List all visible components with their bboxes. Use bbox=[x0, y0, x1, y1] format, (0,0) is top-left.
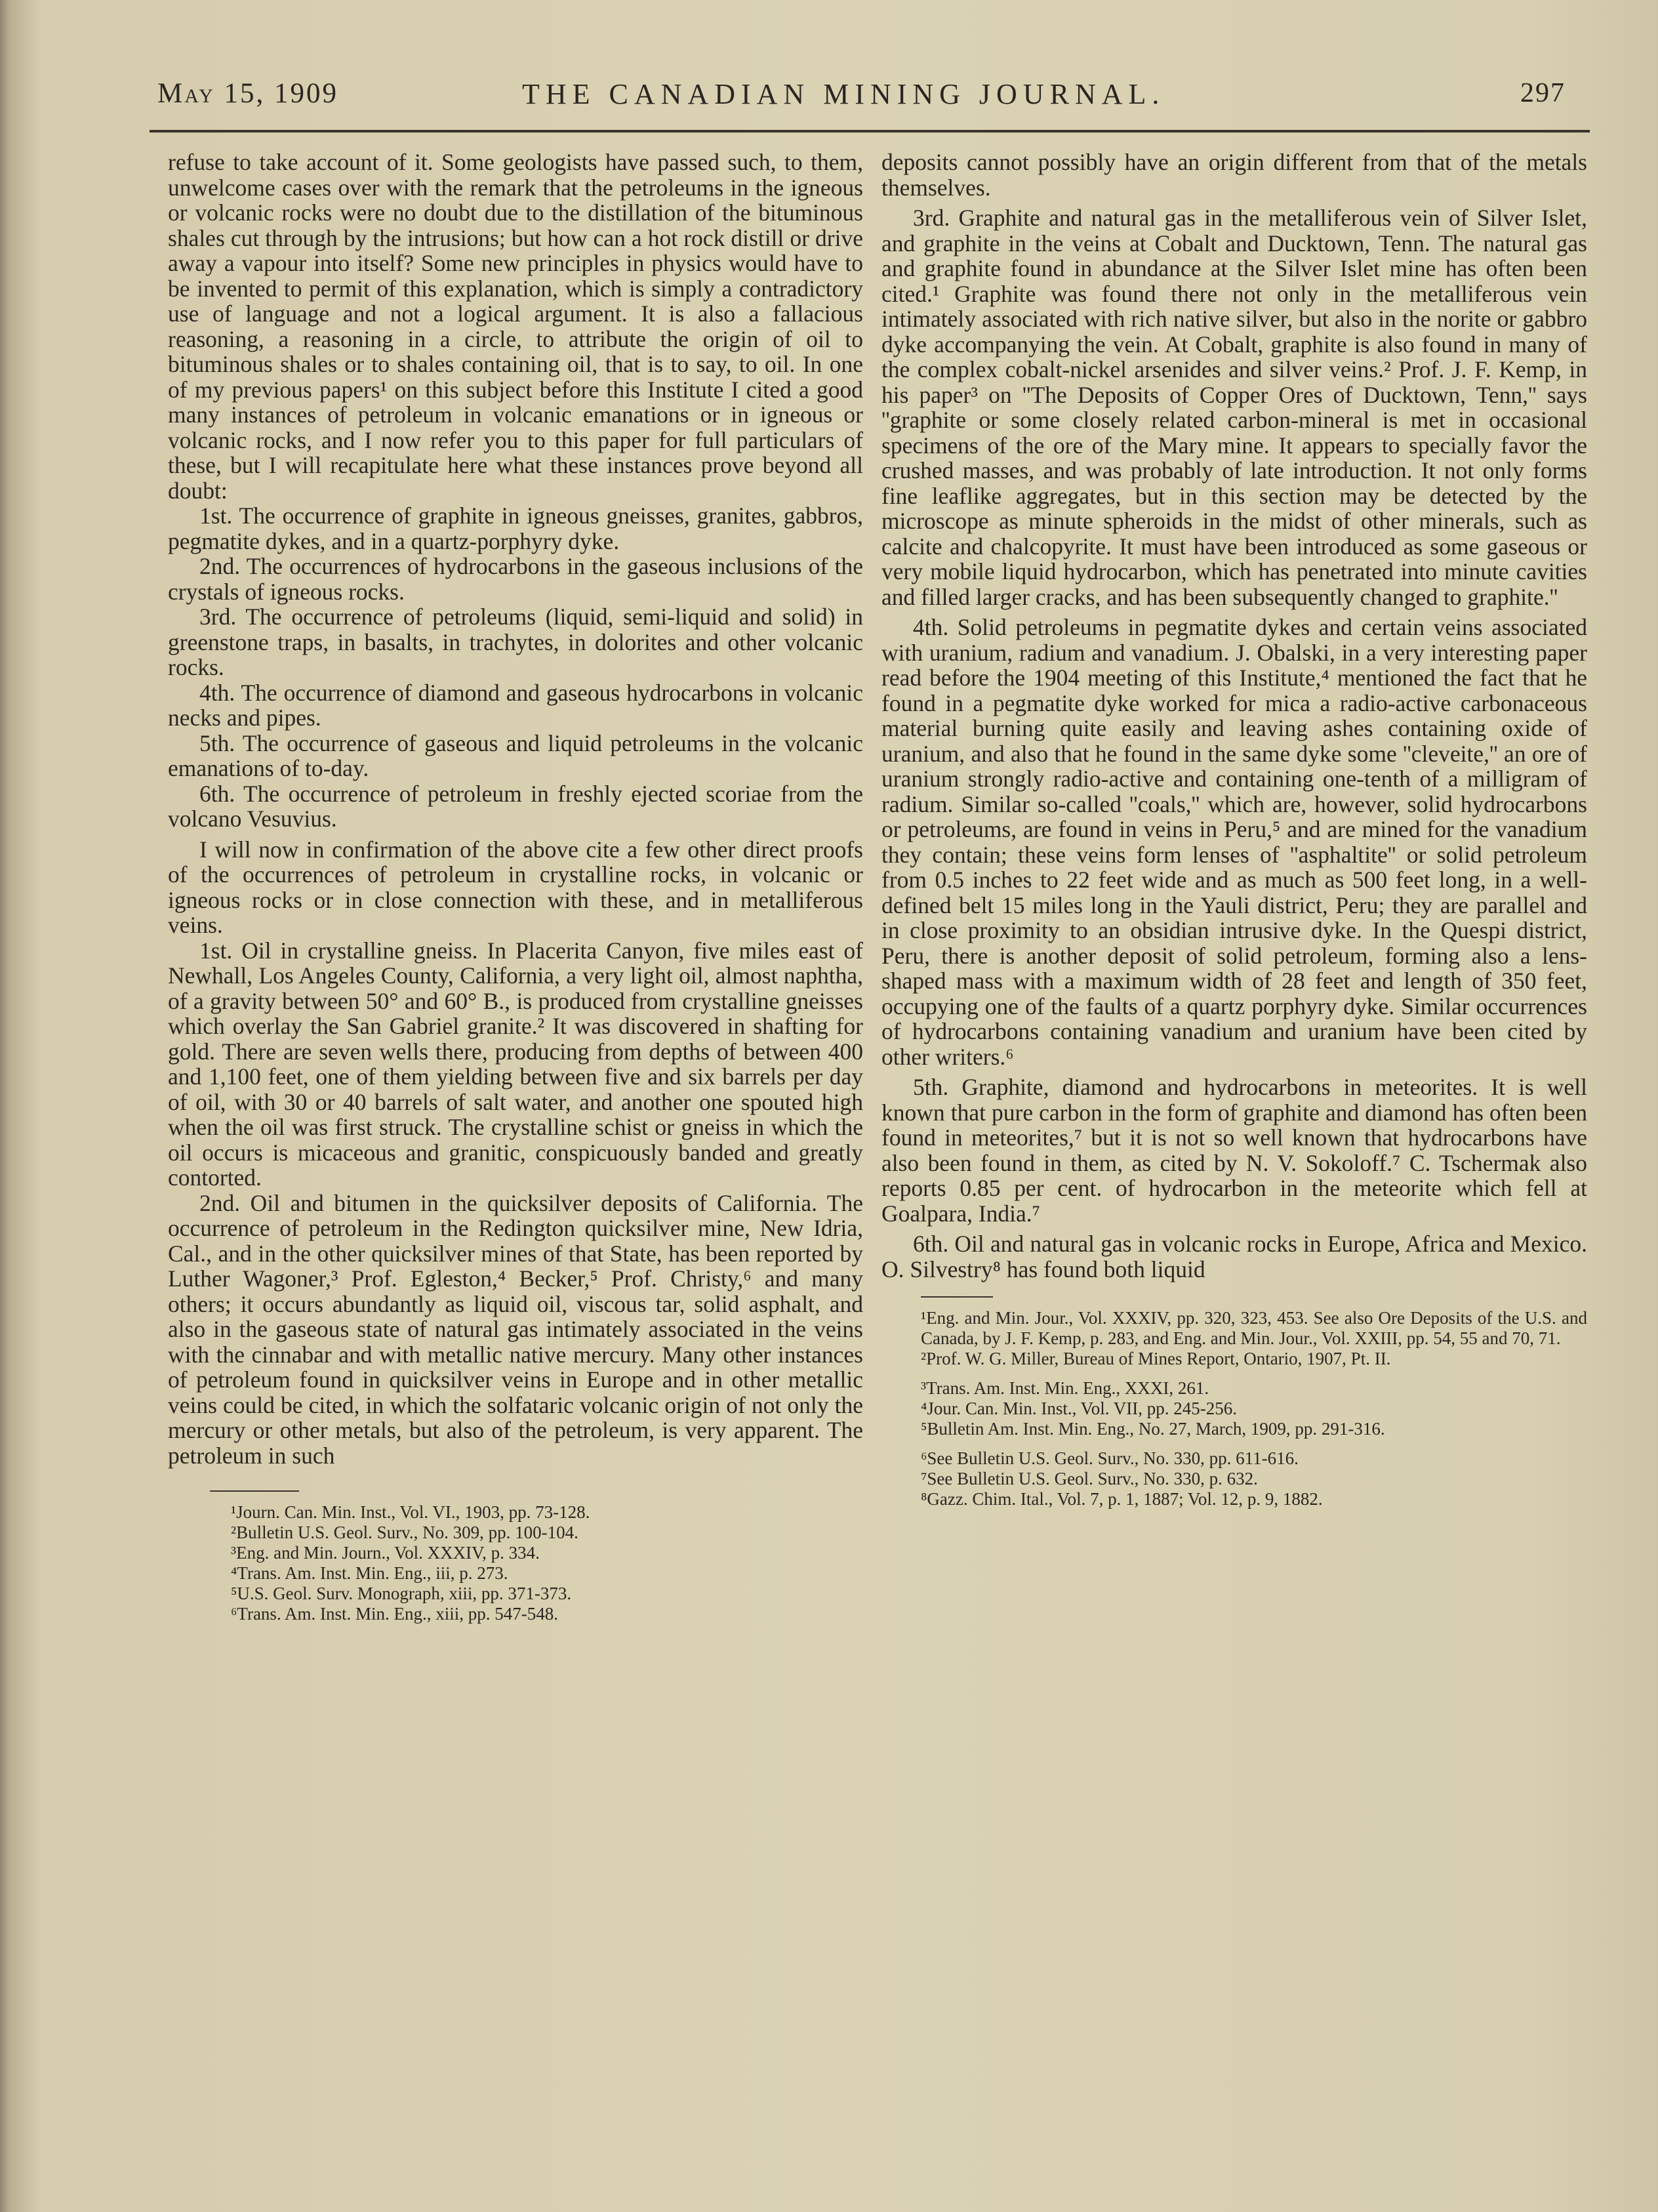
page-number: 297 bbox=[1520, 78, 1566, 108]
footnote: ⁶Trans. Am. Inst. Min. Eng., xiii, pp. 547-548. bbox=[231, 1604, 558, 1624]
footnote: ¹Journ. Can. Min. Inst., Vol. VI., 1903, pp. 73-128. bbox=[231, 1502, 590, 1522]
issue-date: May 15, 1909 bbox=[157, 78, 339, 109]
footnote: ⁷See Bulletin U.S. Geol. Surv., No. 330, p. 632. bbox=[921, 1469, 1258, 1488]
paragraph: 4th. Solid petroleums in pegmatite dykes and certain veins associated with uranium, radium and vanadium. J. Obalski, in a very interesting paper read before the 1904 meeting of this Institute,⁴ mentioned the fact that he found in a pegmatite dyke worked for mica a radio-active carbonaceous material burning quite easily and leaving ashes containing oxide of uranium, and also that he found in the same dyke some ''cleveite,'' an ore of uranium strongly radio-active and containing one-tenth of a milligram of radium. Similar so-called ''coals,'' which are, however, solid hydrocarbons or petroleums, are found in veins in Peru,⁵ and are mined for the vanadium they contain; these veins form lenses of ''asphaltite'' or solid petroleum from 0.5 inches to 22 feet wide and as much as 500 feet long, in a well-defined belt 15 miles long in the Yauli district, Peru; they are parallel and in close proximity to an obsidian intrusive dyke. In the Quespi district, Peru, there is another deposit of solid petroleum, forming also a lens-shaped mass with a maximum width of 28 feet and length of 350 feet, occupying one of the faults of a quartz porphyry dyke. Similar occurrences of hydrocarbons containing vanadium and uranium have been cited by other writers.⁶ bbox=[881, 614, 1587, 1070]
paragraph: 3rd. Graphite and natural gas in the metalliferous vein of Silver Islet, and graphite in the veins at Cobalt and Ducktown, Tenn. The natural gas and graphite found in abundance at the Silver Islet mine has often been cited.¹ Graphite was found there not only in the metalliferous vein intimately associated with rich native silver, but also in the norite or gabbro dyke accompanying the vein. At Cobalt, graphite is also found in many of the complex cobalt-nickel arsenides and silver veins.² Prof. J. F. Kemp, in his paper³ on ''The Deposits of Copper Ores of Ducktown, Tenn,'' says ''graphite or some closely related carbon-mineral is met in occasional specimens of the ore of the Mary mine. It appears to specially favor the crushed masses, and was probably of late introduction. It not only forms fine leaflike aggregates, but in this section may be detected by the microscope as minute spheroids in the midst of other minerals, such as calcite and chalcopyrite. It must have been introduced as some gaseous or very mobile liquid hydrocarbon, which has penetrated into minute cavities and filled larger cracks, and has been subsequently changed to graphite.'' bbox=[881, 205, 1587, 610]
paragraph: 4th. The occurrence of diamond and gaseous hydrocarbons in volcanic necks and pipes. bbox=[168, 679, 863, 731]
footnote: ⁵U.S. Geol. Surv. Monograph, xiii, pp. 371-373. bbox=[231, 1584, 572, 1603]
paragraph: 1st. Oil in crystalline gneiss. In Placerita Canyon, five miles east of Newhall, Los Angeles County, California, a very light oil, almost naphtha, of a gravity between 50° and 60° B., is produced from crystalline gneisses which overlay the San Gabriel granite.² It was discovered in shafting for gold. There are seven wells there, producing from depths of between 400 and 1,100 feet, one of them yielding between five and six barrels per day of oil, with 30 or 40 barrels of salt water, and another one spouted high when the oil was first struck. The crystalline schist or gneiss in which the oil occurs is micaceous and granitic, conspicuously banded and greatly contorted. bbox=[168, 937, 863, 1191]
header-rule bbox=[150, 130, 1590, 133]
footnote-gap bbox=[881, 1369, 1587, 1378]
footnote-rule bbox=[210, 1490, 299, 1492]
footnote: ³Trans. Am. Inst. Min. Eng., XXXI, 261. bbox=[921, 1378, 1209, 1398]
paragraph: 5th. Graphite, diamond and hydrocarbons in meteorites. It is well known that pure carbon in the form of graphite and diamond has often been found in meteorites,⁷ but it is not so well known that hydrocarbons have also been found in them, as cited by N. V. Sokoloff.⁷ C. Tschermak also reports 0.85 per cent. of hydrocarbon in the meteorite which fell at Goalpara, India.⁷ bbox=[881, 1074, 1587, 1227]
footnote: ¹Eng. and Min. Jour., Vol. XXXIV, pp. 320, 323, 453. See also Ore Deposits of the U.S. and Canada, by J. F. Kemp, p. 283, and Eng. and Min. Jour., Vol. XXIII, pp. 54, 55 and 70, 71. bbox=[921, 1308, 1587, 1348]
footnote: ⁶See Bulletin U.S. Geol. Surv., No. 330, pp. 611-616. bbox=[921, 1448, 1299, 1468]
footnotes bbox=[881, 1308, 1587, 1509]
journal-title: THE CANADIAN MINING JOURNAL. bbox=[522, 78, 1165, 110]
footnote: ⁸Gazz. Chim. Ital., Vol. 7, p. 1, 1887; Vol. 12, p. 9, 1882. bbox=[921, 1489, 1323, 1509]
paragraph: 3rd. The occurrence of petroleums (liquid, semi-liquid and solid) in greenstone traps, in basalts, in trachytes, in dolorites and other volcanic rocks. bbox=[168, 604, 863, 680]
paragraph: 1st. The occurrence of graphite in igneous gneisses, granites, gabbros, pegmatite dykes, and in a quartz-porphyry dyke. bbox=[168, 502, 863, 554]
footnote: ⁴Trans. Am. Inst. Min. Eng., iii, p. 273. bbox=[231, 1563, 508, 1583]
footnote: ²Bulletin U.S. Geol. Surv., No. 309, pp. 100-104. bbox=[231, 1523, 578, 1542]
footnotes bbox=[168, 1502, 863, 1624]
footnote: ³Eng. and Min. Journ., Vol. XXXIV, p. 334. bbox=[231, 1543, 540, 1563]
paragraph: I will now in confirmation of the above cite a few other direct proofs of the occurrences of petroleum in crystalline rocks, in volcanic or igneous rocks or in close connection with these, and in metalliferous veins. bbox=[168, 836, 863, 938]
footnote-rule bbox=[921, 1296, 993, 1298]
left-column bbox=[168, 150, 863, 1624]
footnote-gap bbox=[881, 1439, 1587, 1448]
footnote: ⁴Jour. Can. Min. Inst., Vol. VII, pp. 245-256. bbox=[921, 1399, 1237, 1418]
paragraph: refuse to take account of it. Some geologists have passed such, to them, unwelcome cases over with the remark that the petroleums in the igneous or volcanic rocks were no doubt due to the distillation of the bituminous shales cut through by the intrusions; but how can a hot rock distill or drive away a vapour into itself? Some new principles in physics would have to be invented to permit of this explanation, which is simply a contradictory use of language and not a logical argument. It is also a fallacious reasoning, a reasoning in a circle, to attribute the origin of oil to bituminous shales or to shales containing oil, that is to say, to oil. In one of my previous papers¹ on this subject before this Institute I cited a good many instances of petroleum in volcanic emanations or in igneous or volcanic rocks, and I now refer you to this paper for full particulars of these, but I will recapitulate here what these instances prove beyond all doubt: bbox=[168, 149, 863, 504]
paragraph: 6th. The occurrence of petroleum in freshly ejected scoriae from the volcano Vesuvius. bbox=[168, 780, 863, 832]
paragraph: 6th. Oil and natural gas in volcanic rocks in Europe, Africa and Mexico. O. Silvestry⁸ has found both liquid bbox=[881, 1231, 1587, 1282]
paragraph: 2nd. The occurrences of hydrocarbons in the gaseous inclusions of the crystals of igneous rocks. bbox=[168, 553, 863, 605]
paragraph: deposits cannot possibly have an origin different from that of the metals themselves. bbox=[881, 149, 1587, 201]
right-column bbox=[881, 150, 1587, 1509]
paragraph: 2nd. Oil and bitumen in the quicksilver deposits of California. The occurrence of petroleum in the Redington quicksilver mine, New Idria, Cal., and in the other quicksilver mines of that State, has been reported by Luther Wagoner,³ Prof. Egleston,⁴ Becker,⁵ Prof. Christy,⁶ and many others; it occurs abundantly as liquid oil, viscous tar, solid asphalt, and also in the gaseous state of natural gas intimately associated in the veins with the cinnabar and with metallic native mercury. Many other instances of petroleum found in quicksilver veins in Europe and in other metallic veins could be cited, in which the solfataric volcanic origin of not only the mercury or other metals, but also of the petroleum, is very apparent. The petroleum in such bbox=[168, 1189, 863, 1469]
footnote: ⁵Bulletin Am. Inst. Min. Eng., No. 27, March, 1909, pp. 291-316. bbox=[921, 1419, 1385, 1439]
paragraph: 5th. The occurrence of gaseous and liquid petroleums in the volcanic emanations of to-day. bbox=[168, 729, 863, 781]
footnote: ²Prof. W. G. Miller, Bureau of Mines Report, Ontario, 1907, Pt. II. bbox=[921, 1349, 1391, 1368]
